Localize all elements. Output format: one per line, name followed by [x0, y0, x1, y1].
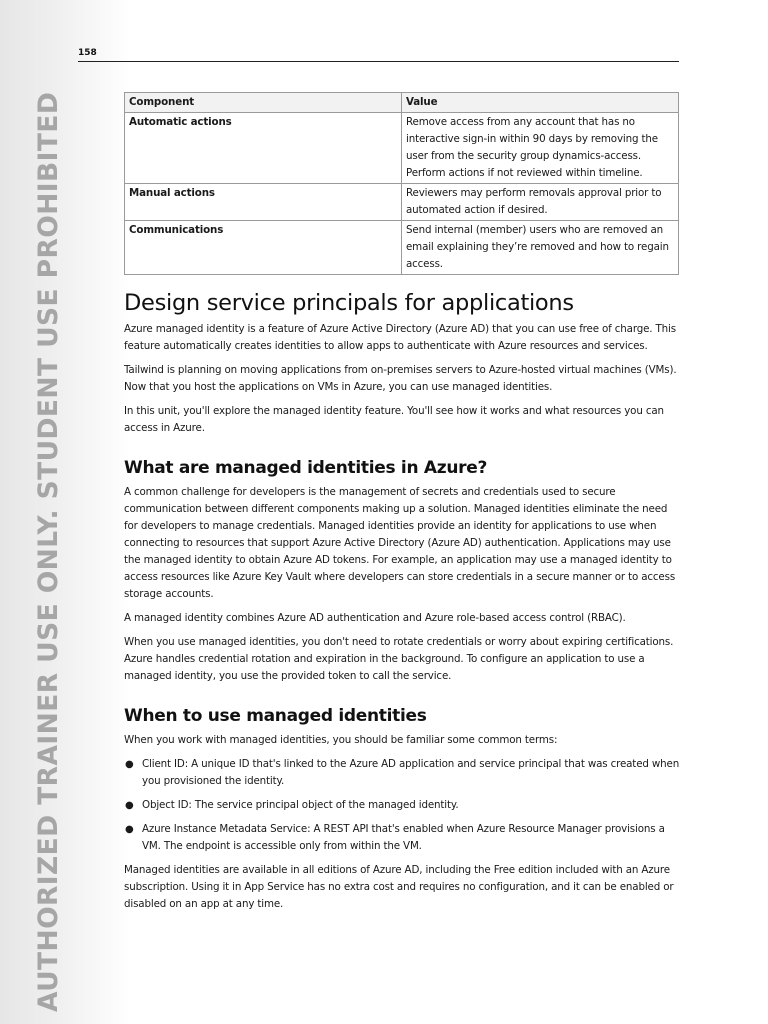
- bullet-icon: ●: [125, 824, 134, 835]
- bullet-icon: ●: [125, 759, 134, 770]
- table-cell-component: Communications: [125, 221, 402, 275]
- list-item: [124, 797, 680, 814]
- intro-paragraph: Tailwind is planning on moving applications from on-premises servers to Azure-hosted virtual machines (VMs). Now that you host the applications on VMs in Azure, you can use managed identities.: [124, 364, 677, 393]
- table-cell-value: Remove access from any account that has no interactive sign-in within 90 days by removing the user from the security group dynamics-access. Perform actions if not reviewed within timeline.: [402, 113, 679, 184]
- table-header-row: [125, 93, 679, 113]
- side-band: [0, 0, 130, 1024]
- term-list: [124, 756, 680, 855]
- bullet-icon: ●: [125, 800, 134, 811]
- watermark: AUTHORIZED TRAINER USE ONLY. STUDENT USE PROHIBITED: [33, 91, 64, 1012]
- list-item-text: Azure Instance Metadata Service: A REST API that's enabled when Azure Resource Manager provisions a VM. The endpoint is accessible only from within the VM.: [142, 823, 665, 852]
- page-content: [124, 92, 680, 920]
- table-cell-value: Reviewers may perform removals approval prior to automated action if desired.: [402, 184, 679, 221]
- list-item: [124, 756, 680, 790]
- body-paragraph: When you use managed identities, you don't need to rotate credentials or worry about expiring certifications. Azure handles credential rotation and expiration in the background. To configure an application to use a managed identity, you use the provided token to call the service.: [124, 636, 674, 682]
- intro-paragraph: Azure managed identity is a feature of Azure Active Directory (Azure AD) that you can use free of charge. This feature automatically creates identities to allow apps to authenticate with Azure resources and services.: [124, 323, 676, 352]
- table-cell-value: Send internal (member) users who are removed an email explaining they’re removed and how to regain access.: [402, 221, 679, 275]
- table-row: [125, 221, 679, 275]
- table-cell-component: Manual actions: [125, 184, 402, 221]
- section-title: Design service principals for applications: [124, 290, 574, 316]
- body-paragraph: When you work with managed identities, you should be familiar some common terms:: [124, 734, 558, 746]
- body-paragraph: A managed identity combines Azure AD authentication and Azure role-based access control (RBAC).: [124, 612, 626, 624]
- closing-paragraph: Managed identities are available in all editions of Azure AD, including the Free edition included with an Azure subscription. Using it in App Service has no extra cost and requires no configuration, and it can be enabled or disabled on an app at any time.: [124, 864, 674, 910]
- list-item: [124, 821, 680, 855]
- table-cell-component: Automatic actions: [125, 113, 402, 184]
- list-item-text: Object ID: The service principal object of the managed identity.: [142, 799, 459, 811]
- header-rule: [78, 61, 679, 62]
- table-row: [125, 113, 679, 184]
- body-paragraph: A common challenge for developers is the management of secrets and credentials used to secure communication between different components making up a solution. Managed identities eliminate the need for developers to manage credentials. Managed identities provide an identity for applications to use when connecting to resources that support Azure Active Directory (Azure AD) authentication. Applications may use the managed identity to obtain Azure AD tokens. For example, an application may use a managed identity to access resources like Azure Key Vault where developers can store credentials in a secure manner or to access storage accounts.: [124, 486, 676, 600]
- table-header-component: Component: [125, 93, 402, 113]
- subsection-title-managed-identities: What are managed identities in Azure?: [124, 458, 488, 478]
- intro-paragraph: In this unit, you'll explore the managed identity feature. You'll see how it works and what resources you can access in Azure.: [124, 405, 664, 434]
- table-row: [125, 184, 679, 221]
- page-number: 158: [78, 48, 97, 58]
- subsection-title-when-to-use: When to use managed identities: [124, 706, 427, 726]
- component-table: [124, 92, 679, 275]
- list-item-text: Client ID: A unique ID that's linked to the Azure AD application and service principal that was created when you provisioned the identity.: [142, 758, 680, 787]
- table-header-value: Value: [402, 93, 679, 113]
